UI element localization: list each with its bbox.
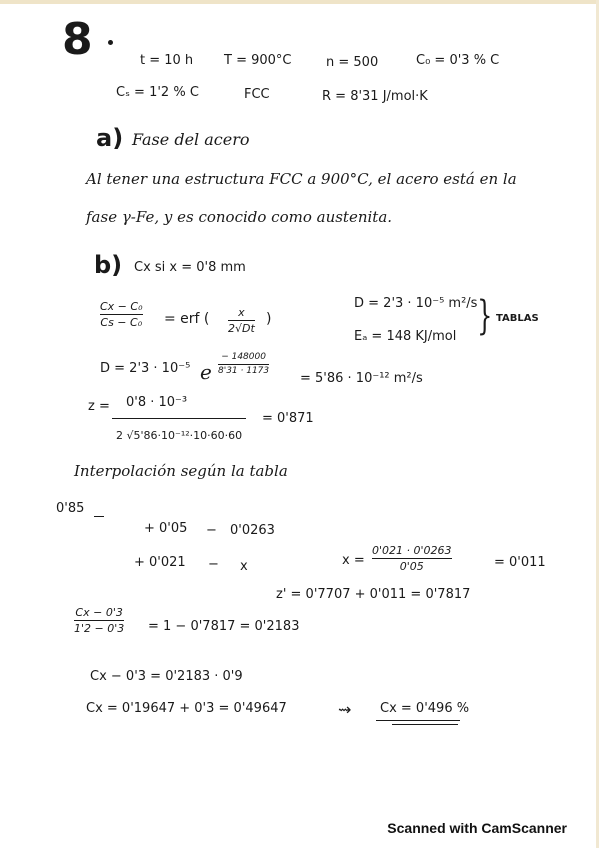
part-a-title: Fase del acero	[132, 130, 250, 149]
d-calc-lhs: D = 2'3 · 10⁻⁵	[100, 361, 191, 376]
z-lhs: z =	[88, 399, 110, 414]
erf-denominator: 2√Dt	[228, 322, 255, 336]
given-temperature: T = 900°C	[224, 53, 292, 68]
cx-numerator: Cx − 0'3	[75, 606, 123, 619]
d-exponent-denominator: 8'31 · 1173	[218, 365, 270, 376]
fraction-bar	[218, 364, 269, 365]
interpolation-base-mark	[94, 516, 104, 517]
tables-note: TABLAS	[496, 313, 539, 324]
d-calc-result: = 5'86 · 10⁻¹² m²/s	[300, 371, 423, 386]
cx-equation-rhs: = 1 − 0'7817 = 0'2183	[148, 619, 300, 634]
interp-row-1-delta-erf: 0'0263	[230, 523, 275, 538]
z-numerator: 0'8 · 10⁻³	[126, 395, 188, 410]
erf-close: )	[266, 311, 272, 327]
z-fraction-bar	[112, 418, 246, 419]
fraction-bar	[228, 320, 255, 321]
given-r: R = 8'31 J/mol·K	[322, 89, 428, 104]
fraction-bar	[100, 314, 143, 315]
part-a-line-1: Al tener una estructura FCC a 900°C, el acero está en la	[86, 170, 517, 188]
interp-row-2-unknown: x	[240, 559, 248, 574]
part-a-line-2: fase γ-Fe, y es conocido como austenita.	[86, 208, 393, 226]
interp-row-1-sep: −	[206, 523, 217, 538]
problem-number-dot	[108, 40, 113, 45]
fraction-bar	[372, 558, 452, 559]
camscanner-watermark: Scanned with CamScanner	[387, 820, 567, 836]
given-n: n = 500	[326, 55, 379, 70]
part-b-condition: Cx si x = 0'8 mm	[134, 260, 246, 275]
z-denominator: 2 √5'86·10⁻¹²·10·60·60	[116, 429, 243, 442]
given-structure: FCC	[244, 87, 270, 102]
z-prime: z' = 0'7707 + 0'011 = 0'7817	[276, 587, 471, 602]
fraction-bar	[74, 620, 124, 621]
x-lhs: x =	[342, 553, 365, 568]
interpolation-base: 0'85	[56, 501, 85, 516]
d-exponent-fraction	[218, 352, 269, 377]
interp-row-2-delta-z: + 0'021	[134, 555, 186, 570]
cx-denominator: 1'2 − 0'3	[74, 622, 125, 636]
interpolation-title: Interpolación según la tabla	[74, 462, 288, 480]
final-underline-1	[376, 720, 460, 721]
cx-line-2: Cx − 0'3 = 0'2183 · 0'9	[90, 669, 243, 684]
interp-row-2-sep: −	[208, 557, 219, 572]
fick-denominator: Cs − C₀	[100, 316, 143, 330]
given-activation-energy: Eₐ = 148 KJ/mol	[354, 329, 457, 344]
given-c0: C₀ = 0'3 % C	[416, 53, 500, 68]
given-cs: Cₛ = 1'2 % C	[116, 85, 199, 100]
erf-open: = erf (	[164, 311, 210, 327]
part-a-label: a)	[96, 124, 124, 152]
implies-arrow: ⇝	[338, 700, 352, 719]
final-result: Cx = 0'496 %	[380, 701, 470, 716]
z-result: = 0'871	[262, 411, 314, 426]
tables-brace: }	[477, 293, 493, 339]
d-exponent-numerator: − 148000	[221, 352, 266, 362]
x-result: = 0'011	[494, 555, 546, 570]
fick-numerator: Cx − C₀	[100, 300, 143, 313]
part-b-label: b)	[94, 251, 123, 279]
cx-line-3: Cx = 0'19647 + 0'3 = 0'49647	[86, 701, 287, 716]
given-time: t = 10 h	[140, 53, 194, 68]
erf-numerator: x	[238, 306, 245, 319]
erf-fraction	[228, 306, 255, 335]
x-numerator: 0'021 · 0'0263	[372, 544, 452, 557]
cx-fraction	[74, 606, 124, 635]
fick-fraction	[100, 300, 143, 329]
page-edge-top	[0, 0, 599, 4]
given-d0: D = 2'3 · 10⁻⁵ m²/s	[354, 296, 478, 311]
x-fraction	[372, 544, 452, 573]
final-underline-2	[392, 724, 458, 725]
interp-row-1-delta-z: + 0'05	[144, 521, 188, 536]
d-calc-e: e	[200, 360, 212, 384]
x-denominator: 0'05	[399, 560, 424, 574]
problem-number: 8	[62, 14, 93, 65]
